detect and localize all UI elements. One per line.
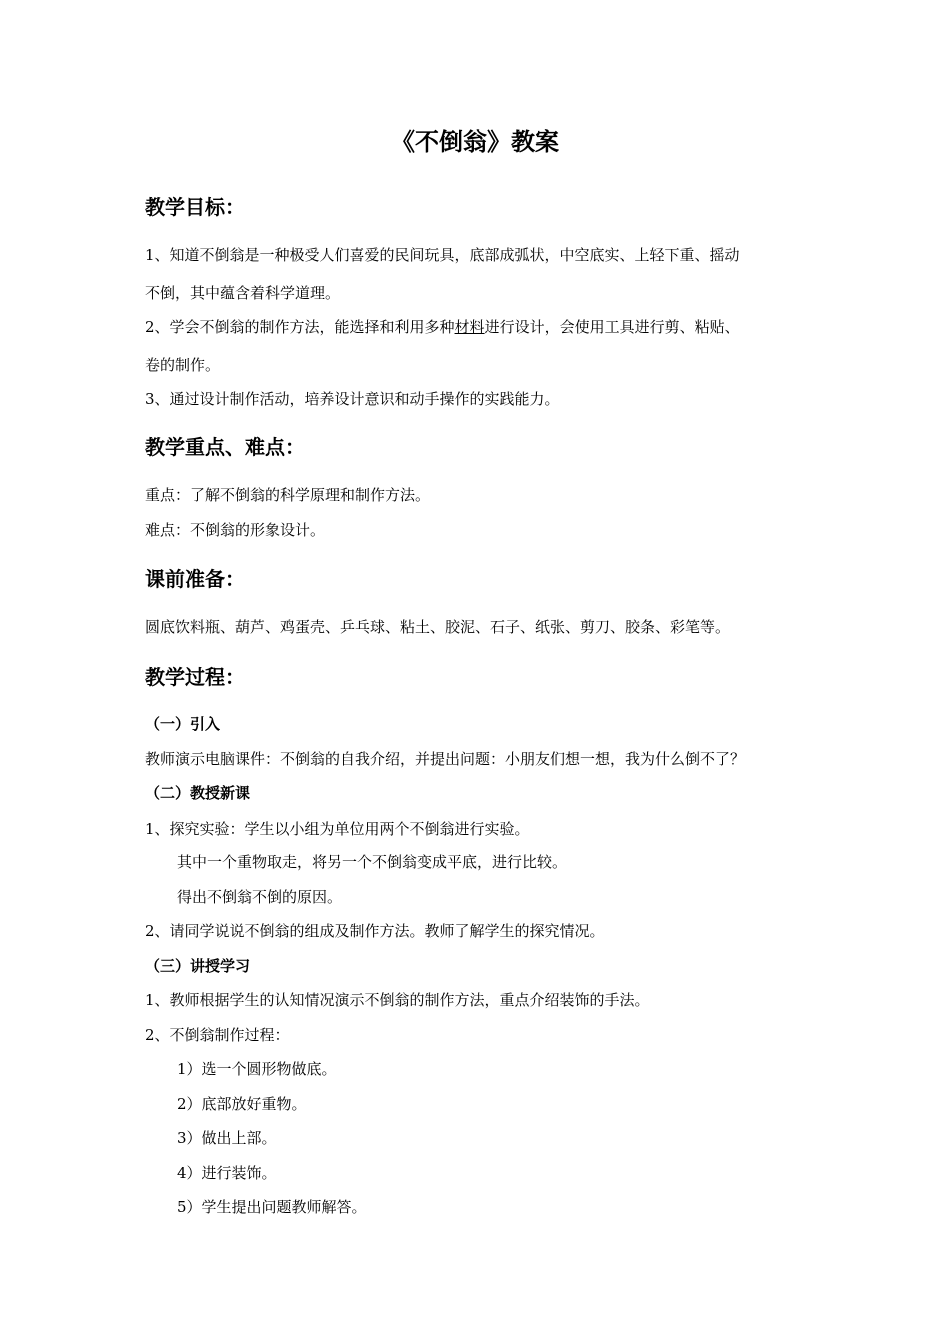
part-1-heading: （一）引入	[145, 715, 221, 733]
underlined-materials-word: 材料	[454, 318, 485, 336]
objective-item-1-line-1: 1、知道不倒翁是一种极受人们喜爱的民间玩具，底部成弧状，中空底实、上轻下重、摇动	[145, 246, 740, 264]
part-2-heading: （二）教授新课	[145, 784, 251, 802]
objective-item-2-line-1	[145, 316, 740, 338]
process-step: 2）底部放好重物。	[177, 1095, 307, 1113]
process-heading: 教学过程：	[145, 665, 245, 689]
part-3-item-1: 1、教师根据学生的认知情况演示不倒翁的制作方法，重点介绍装饰的手法。	[145, 991, 650, 1009]
process-step: 5）学生提出问题教师解答。	[177, 1198, 367, 1216]
objective-item-2-text-before: 2、学会不倒翁的制作方法，能选择和利用多种	[145, 318, 455, 336]
document-title: 《不倒翁》教案	[391, 128, 559, 156]
process-step: 3）做出上部。	[177, 1129, 277, 1147]
process-step: 4）进行装饰。	[177, 1164, 277, 1182]
key-point-focus: 重点：了解不倒翁的科学原理和制作方法。	[145, 486, 431, 504]
objective-item-3: 3、通过设计制作活动，培养设计意识和动手操作的实践能力。	[145, 390, 560, 408]
preparation-heading: 课前准备：	[145, 567, 245, 591]
process-step: 1）选一个圆形物做底。	[177, 1060, 337, 1078]
part-2-item-2: 2、请同学说说不倒翁的组成及制作方法。教师了解学生的探究情况。	[145, 922, 605, 940]
key-points-heading: 教学重点、难点：	[145, 435, 305, 459]
part-2-item-1: 1、探究实验：学生以小组为单位用两个不倒翁进行实验。	[145, 820, 530, 838]
key-point-difficulty: 难点：不倒翁的形象设计。	[145, 521, 326, 539]
objective-item-1-line-2: 不倒，其中蕴含着科学道理。	[145, 284, 341, 302]
part-3-item-2: 2、不倒翁制作过程：	[145, 1026, 290, 1044]
part-3-heading: （三）讲授学习	[145, 957, 251, 975]
objective-item-2-line-2: 卷的制作。	[145, 356, 221, 374]
part-2-item-1-sub-1: 其中一个重物取走，将另一个不倒翁变成平底，进行比较。	[177, 853, 568, 871]
part-2-item-1-sub-2: 得出不倒翁不倒的原因。	[177, 888, 343, 906]
preparation-materials: 圆底饮料瓶、葫芦、鸡蛋壳、乒乓球、粘土、胶泥、石子、纸张、剪刀、胶条、彩笔等。	[145, 618, 731, 636]
part-1-text: 教师演示电脑课件：不倒翁的自我介绍，并提出问题：小朋友们想一想，我为什么倒不了？	[145, 750, 746, 768]
objective-item-2-text-after: 进行设计，会使用工具进行剪、粘贴、	[484, 318, 740, 336]
objectives-heading: 教学目标：	[145, 195, 245, 219]
